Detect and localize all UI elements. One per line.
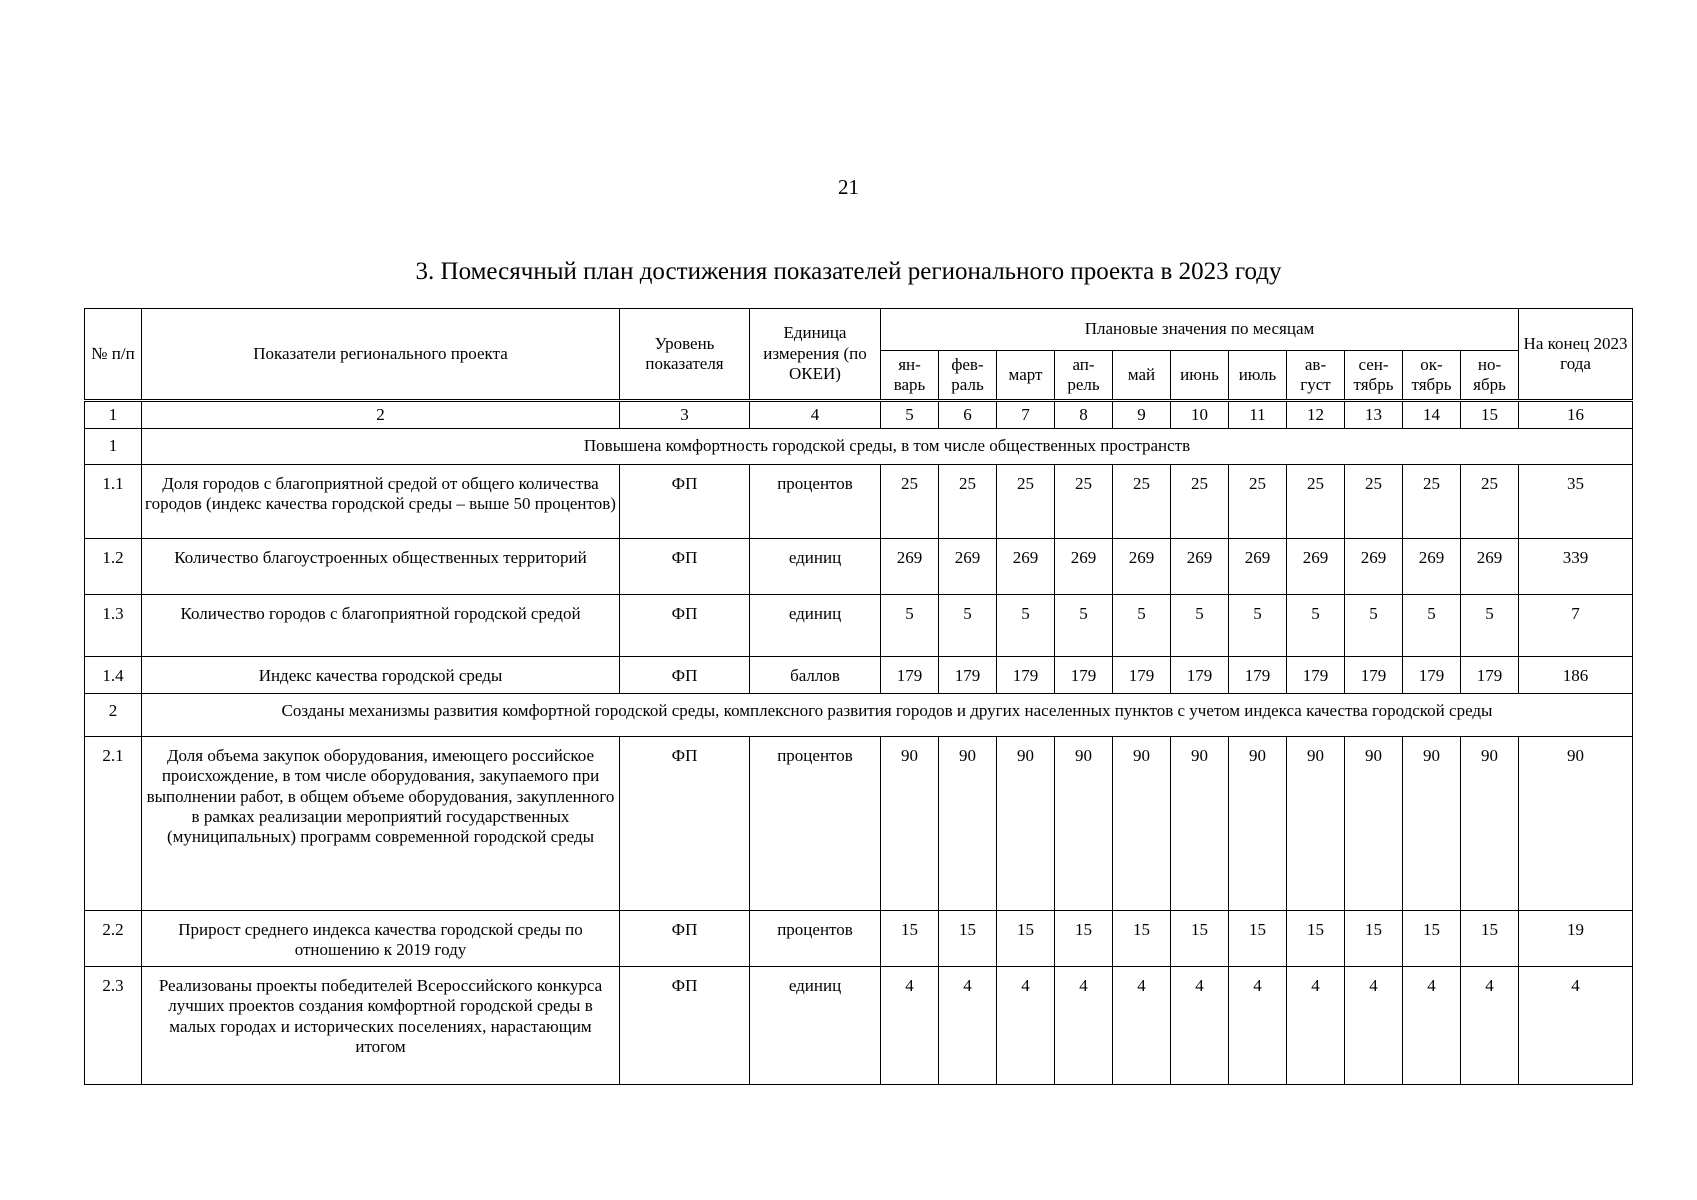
column-number-cell: 4 <box>750 401 881 429</box>
month-value-cell: 5 <box>1345 594 1403 656</box>
indicator-level: ФП <box>620 910 750 966</box>
indicator-unit: единиц <box>750 538 881 594</box>
month-value-cell: 269 <box>1055 538 1113 594</box>
header-year-end: На конец 2023 года <box>1519 309 1633 401</box>
section-row <box>85 693 1633 736</box>
month-value-cell: 15 <box>1345 910 1403 966</box>
column-number-cell: 1 <box>85 401 142 429</box>
year-end-value: 186 <box>1519 656 1633 693</box>
month-value-cell: 15 <box>939 910 997 966</box>
month-value-cell: 15 <box>1403 910 1461 966</box>
section-number: 1 <box>85 429 142 464</box>
month-value-cell: 4 <box>1229 966 1287 1084</box>
indicator-unit: единиц <box>750 966 881 1084</box>
month-value-cell: 15 <box>1171 910 1229 966</box>
header-month-8: ав- густ <box>1287 351 1345 401</box>
column-number-cell: 10 <box>1171 401 1229 429</box>
column-number-cell: 12 <box>1287 401 1345 429</box>
month-value-cell: 179 <box>1113 656 1171 693</box>
month-value-cell: 90 <box>1345 736 1403 910</box>
month-value-cell: 4 <box>1461 966 1519 1084</box>
column-number-cell: 11 <box>1229 401 1287 429</box>
indicator-level: ФП <box>620 656 750 693</box>
month-value-cell: 25 <box>1171 464 1229 538</box>
month-value-cell: 269 <box>997 538 1055 594</box>
header-month-11: но- ябрь <box>1461 351 1519 401</box>
indicator-name: Доля объема закупок оборудования, имеющего российское происхождение, в том числе оборудования, закупаемого при выполнении работ, в общем объеме оборудования, закупленного в рамках реализации мероприятий государственных (муниципальных) программ современной городской среды <box>142 736 620 910</box>
month-value-cell: 179 <box>1345 656 1403 693</box>
indicator-level: ФП <box>620 594 750 656</box>
month-value-cell: 15 <box>1461 910 1519 966</box>
month-value-cell: 269 <box>1229 538 1287 594</box>
header-num: № п/п <box>85 309 142 401</box>
month-value-cell: 25 <box>1287 464 1345 538</box>
month-value-cell: 25 <box>1113 464 1171 538</box>
month-value-cell: 179 <box>1229 656 1287 693</box>
header-month-5: май <box>1113 351 1171 401</box>
month-value-cell: 179 <box>1287 656 1345 693</box>
month-value-cell: 4 <box>1171 966 1229 1084</box>
indicator-level: ФП <box>620 464 750 538</box>
month-value-cell: 25 <box>939 464 997 538</box>
month-value-cell: 25 <box>1403 464 1461 538</box>
month-value-cell: 25 <box>881 464 939 538</box>
month-value-cell: 5 <box>939 594 997 656</box>
month-value-cell: 15 <box>881 910 939 966</box>
document-title: 3. Помесячный план достижения показателей регионального проекта в 2023 году <box>415 258 1282 285</box>
header-month-1: ян- варь <box>881 351 939 401</box>
table-row <box>85 910 1633 966</box>
row-number: 1.4 <box>85 656 142 693</box>
header-month-4: ап- рель <box>1055 351 1113 401</box>
indicator-unit: процентов <box>750 910 881 966</box>
month-value-cell: 15 <box>1113 910 1171 966</box>
month-value-cell: 269 <box>1461 538 1519 594</box>
month-value-cell: 90 <box>881 736 939 910</box>
page-number: 21 <box>838 175 859 199</box>
table-row <box>85 538 1633 594</box>
column-number-cell: 6 <box>939 401 997 429</box>
month-value-cell: 90 <box>1287 736 1345 910</box>
column-number-cell: 7 <box>997 401 1055 429</box>
monthly-plan-table <box>84 308 1633 1085</box>
header-indicator: Показатели регионального проекта <box>142 309 620 401</box>
indicator-level: ФП <box>620 736 750 910</box>
indicator-level: ФП <box>620 966 750 1084</box>
month-value-cell: 15 <box>1229 910 1287 966</box>
year-end-value: 19 <box>1519 910 1633 966</box>
header-month-7: июль <box>1229 351 1287 401</box>
column-number-cell: 2 <box>142 401 620 429</box>
month-value-cell: 90 <box>1171 736 1229 910</box>
month-value-cell: 269 <box>1113 538 1171 594</box>
year-end-value: 7 <box>1519 594 1633 656</box>
month-value-cell: 25 <box>1229 464 1287 538</box>
month-value-cell: 179 <box>997 656 1055 693</box>
month-value-cell: 179 <box>1171 656 1229 693</box>
header-unit: Единица измерения (по ОКЕИ) <box>750 309 881 401</box>
year-end-value: 339 <box>1519 538 1633 594</box>
section-row <box>85 429 1633 464</box>
month-value-cell: 4 <box>997 966 1055 1084</box>
month-value-cell: 4 <box>1055 966 1113 1084</box>
header-month-6: июнь <box>1171 351 1229 401</box>
indicator-unit: единиц <box>750 594 881 656</box>
row-number: 2.1 <box>85 736 142 910</box>
month-value-cell: 5 <box>1287 594 1345 656</box>
month-value-cell: 269 <box>1403 538 1461 594</box>
indicator-name: Количество городов с благоприятной городской средой <box>142 594 620 656</box>
table-row <box>85 464 1633 538</box>
month-value-cell: 5 <box>881 594 939 656</box>
header-level: Уровень показателя <box>620 309 750 401</box>
year-end-value: 35 <box>1519 464 1633 538</box>
year-end-value: 90 <box>1519 736 1633 910</box>
row-number: 2.3 <box>85 966 142 1084</box>
row-number: 1.3 <box>85 594 142 656</box>
month-value-cell: 4 <box>1287 966 1345 1084</box>
month-value-cell: 5 <box>1229 594 1287 656</box>
header-month-10: ок- тябрь <box>1403 351 1461 401</box>
row-number: 1.1 <box>85 464 142 538</box>
column-number-cell: 16 <box>1519 401 1633 429</box>
month-value-cell: 5 <box>1113 594 1171 656</box>
month-value-cell: 269 <box>1345 538 1403 594</box>
month-value-cell: 269 <box>939 538 997 594</box>
section-title: Созданы механизмы развития комфортной городской среды, комплексного развития городов и других населенных пунктов с учетом индекса качества городской среды <box>142 693 1633 736</box>
column-number-cell: 8 <box>1055 401 1113 429</box>
month-value-cell: 5 <box>1171 594 1229 656</box>
month-value-cell: 4 <box>939 966 997 1084</box>
column-number-cell: 13 <box>1345 401 1403 429</box>
indicator-unit: баллов <box>750 656 881 693</box>
month-value-cell: 269 <box>1171 538 1229 594</box>
month-value-cell: 179 <box>1461 656 1519 693</box>
column-number-cell: 5 <box>881 401 939 429</box>
month-value-cell: 179 <box>1403 656 1461 693</box>
month-value-cell: 269 <box>881 538 939 594</box>
section-title: Повышена комфортность городской среды, в том числе общественных пространств <box>142 429 1633 464</box>
month-value-cell: 90 <box>1461 736 1519 910</box>
month-value-cell: 4 <box>1403 966 1461 1084</box>
month-value-cell: 5 <box>1461 594 1519 656</box>
table-row <box>85 736 1633 910</box>
row-number: 2.2 <box>85 910 142 966</box>
month-value-cell: 179 <box>1055 656 1113 693</box>
month-value-cell: 5 <box>1403 594 1461 656</box>
month-value-cell: 4 <box>881 966 939 1084</box>
row-number: 1.2 <box>85 538 142 594</box>
month-value-cell: 179 <box>881 656 939 693</box>
month-value-cell: 90 <box>1113 736 1171 910</box>
month-value-cell: 25 <box>1055 464 1113 538</box>
month-value-cell: 90 <box>1229 736 1287 910</box>
year-end-value: 4 <box>1519 966 1633 1084</box>
month-value-cell: 4 <box>1345 966 1403 1084</box>
section-number: 2 <box>85 693 142 736</box>
table-row <box>85 966 1633 1084</box>
column-number-cell: 9 <box>1113 401 1171 429</box>
month-value-cell: 5 <box>997 594 1055 656</box>
indicator-name: Индекс качества городской среды <box>142 656 620 693</box>
column-number-cell: 3 <box>620 401 750 429</box>
month-value-cell: 25 <box>1461 464 1519 538</box>
month-value-cell: 15 <box>1287 910 1345 966</box>
month-value-cell: 90 <box>1403 736 1461 910</box>
month-value-cell: 269 <box>1287 538 1345 594</box>
indicator-level: ФП <box>620 538 750 594</box>
indicator-name: Прирост среднего индекса качества городской среды по отношению к 2019 году <box>142 910 620 966</box>
indicator-name: Количество благоустроенных общественных территорий <box>142 538 620 594</box>
month-value-cell: 90 <box>1055 736 1113 910</box>
month-value-cell: 15 <box>997 910 1055 966</box>
header-monthly: Плановые значения по месяцам <box>881 309 1519 351</box>
table-row <box>85 594 1633 656</box>
month-value-cell: 179 <box>939 656 997 693</box>
month-value-cell: 5 <box>1055 594 1113 656</box>
indicator-unit: процентов <box>750 736 881 910</box>
month-value-cell: 25 <box>997 464 1055 538</box>
month-value-cell: 90 <box>939 736 997 910</box>
column-number-cell: 15 <box>1461 401 1519 429</box>
indicator-name: Реализованы проекты победителей Всероссийского конкурса лучших проектов создания комфортной городской среды в малых городах и исторических поселениях, нарастающим итогом <box>142 966 620 1084</box>
indicator-unit: процентов <box>750 464 881 538</box>
table-row <box>85 656 1633 693</box>
month-value-cell: 90 <box>997 736 1055 910</box>
header-month-2: фев- раль <box>939 351 997 401</box>
month-value-cell: 4 <box>1113 966 1171 1084</box>
month-value-cell: 15 <box>1055 910 1113 966</box>
header-month-9: сен- тябрь <box>1345 351 1403 401</box>
header-month-3: март <box>997 351 1055 401</box>
month-value-cell: 25 <box>1345 464 1403 538</box>
indicator-name: Доля городов с благоприятной средой от общего количества городов (индекс качества городской среды – выше 50 процентов) <box>142 464 620 538</box>
column-number-cell: 14 <box>1403 401 1461 429</box>
